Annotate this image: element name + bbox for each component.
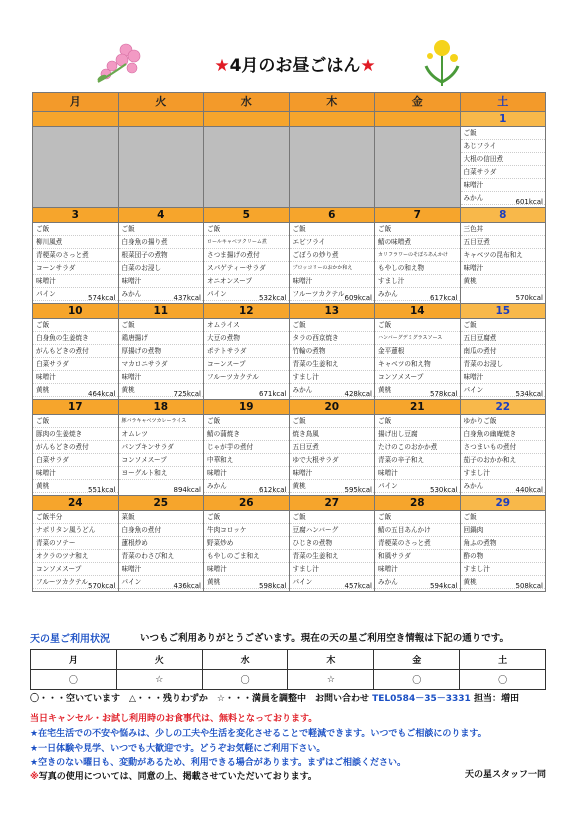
calorie-label: 437kcal [173,294,201,302]
menu-item: すまし汁 [290,563,375,576]
menu-item: 白身魚の揚り煮 [119,236,204,249]
menu-item: たけのこのおかか煮 [375,441,460,454]
title-star-right: ★ [360,56,376,76]
day-number: 14 [375,304,461,319]
menu-item: もやしのごま和え [204,550,289,563]
menu-item: ご飯半分 [33,511,118,524]
menu-item: ひじきの煮物 [290,537,375,550]
menu-item: フルーツカクテル [204,371,289,384]
menu-item: さつまいもの煮付 [461,441,546,454]
menu-item: すまし汁 [461,467,546,480]
menu-item: みかん [375,576,460,589]
availability-mark: 〇 [460,670,546,690]
menu-item: みかん [290,384,375,397]
calorie-label: 725kcal [173,390,201,398]
day-menu-cell [204,223,290,304]
day-menu-cell [289,511,375,592]
legend-text: 〇・・・空いています △・・・残りわずか ☆・・・満員を調整中 お問い合わせ [30,694,369,704]
empty-day-cell [118,127,204,208]
day-number: 8 [460,208,546,223]
menu-item: 味噌汁 [375,563,460,576]
day-number-row [33,400,546,415]
calorie-label: 598kcal [259,582,287,590]
menu-item: 味噌汁 [33,371,118,384]
calorie-label: 428kcal [344,390,372,398]
menu-item: すまし汁 [290,371,375,384]
day-menu-cell [289,415,375,496]
menu-item: もやしの和え物 [375,262,460,275]
menu-item: 中華和え [204,454,289,467]
weekday-fri: 金 [375,93,461,112]
availability-day: 月 [31,650,117,670]
menu-item: パイン [119,576,204,589]
menu-item: オクラのツナ和え [33,550,118,563]
menu-item: 厚揚げの煮物 [119,345,204,358]
weekday-tue: 火 [118,93,204,112]
day-number [289,112,375,127]
calorie-label: 671kcal [259,390,287,398]
menu-item: 黄桃 [119,384,204,397]
weekday-thu: 木 [289,93,375,112]
day-number: 11 [118,304,204,319]
day-menu-cell [118,223,204,304]
menu-item: 鯖の蒲焼き [204,428,289,441]
menu-item: 味噌汁 [461,179,546,192]
phone-number: TEL0584－35－3331 [372,694,471,704]
menu-item: ゆかりご飯 [461,415,546,428]
menu-item: ご飯 [290,223,375,236]
day-number: 13 [289,304,375,319]
menu-item: 白菜サラダ [461,166,546,179]
availability-day: 土 [460,650,546,670]
menu-item: 五目豆腐煮 [461,332,546,345]
menu-item: フルーツカクテル [290,288,375,301]
calorie-label: 551kcal [88,486,116,494]
menu-item: 大根の信田煮 [461,153,546,166]
menu-item: カリフラワーのそぼろあんかけ [375,249,460,262]
menu-item: 味噌汁 [204,563,289,576]
calorie-label: 601kcal [515,198,543,206]
menu-item: 白菜サラダ [33,454,118,467]
menu-item: ご飯 [33,319,118,332]
menu-row [33,223,546,304]
calorie-label: 532kcal [259,294,287,302]
menu-item: パイン [290,576,375,589]
menu-row [33,127,546,208]
menu-row [33,319,546,400]
menu-item: あじフライ [461,140,546,153]
day-number: 24 [33,496,119,511]
menu-item: ご飯 [33,415,118,428]
menu-item: 味噌汁 [119,371,204,384]
menu-item: 牛肉コロッケ [204,524,289,537]
day-menu-cell [375,223,461,304]
menu-item: ご飯 [119,223,204,236]
menu-item: 柳川風煮 [33,236,118,249]
notice-photo-text: 写真の使用については、同意の上、掲載させていただいております。 [38,772,317,782]
menu-item: みかん [461,192,546,205]
notice-photo: ※写真の使用については、同意の上、掲載させていただいております。 [30,772,317,782]
calorie-label: 570kcal [88,582,116,590]
menu-item: 焼き鳥風 [290,428,375,441]
availability-mark: 〇 [202,670,288,690]
menu-item: 黄桃 [33,480,118,493]
day-menu-cell [204,415,290,496]
menu-item: 豚肉の生姜焼き [33,428,118,441]
calorie-label: 609kcal [344,294,372,302]
calorie-label: 894kcal [173,486,201,494]
menu-item: コーンサラダ [33,262,118,275]
menu-item: 茄子のおかか和え [461,454,546,467]
calorie-label: 578kcal [430,390,458,398]
menu-item: みかん [119,288,204,301]
menu-item: パイン [461,384,546,397]
menu-item: 黄桃 [290,480,375,493]
menu-item: 菜飯 [119,511,204,524]
menu-calendar [32,92,546,592]
notice-cancel: 当日キャンセル・お試し利用時のお食事代は、無料となっております。 [30,714,318,724]
menu-item: 和風サラダ [375,550,460,563]
menu-item: ご飯 [375,511,460,524]
day-number: 10 [33,304,119,319]
day-number: 1 [460,112,546,127]
menu-item: 黄桃 [461,576,546,589]
menu-item: ご飯 [204,223,289,236]
menu-item: 酢の物 [461,550,546,563]
menu-item: マカロニサラダ [119,358,204,371]
day-menu-cell [460,127,546,208]
menu-item: みかん [375,288,460,301]
day-number: 21 [375,400,461,415]
day-menu-cell [33,223,119,304]
menu-item: 鶏唐揚げ [119,332,204,345]
day-menu-cell [460,223,546,304]
day-menu-cell [460,319,546,400]
title-star-left: ★ [214,56,230,76]
calorie-label: 574kcal [88,294,116,302]
empty-day-cell [204,127,290,208]
menu-item: 味噌汁 [33,467,118,480]
availability-day: 火 [116,650,202,670]
empty-day-cell [375,127,461,208]
day-number-row [33,304,546,319]
menu-item: 豚バラキャベツカレーライス [119,415,204,428]
menu-item: ご飯 [461,319,546,332]
day-number [33,112,119,127]
day-menu-cell [204,319,290,400]
empty-day-cell [33,127,119,208]
title-text: 4月のお昼ごはん [229,56,361,76]
menu-item: ご飯 [290,415,375,428]
menu-item: ご飯 [461,127,546,140]
menu-item: 青菜の生姜和え [290,550,375,563]
menu-item: ナポリタン風うどん [33,524,118,537]
menu-item: 味噌汁 [33,275,118,288]
availability-table [30,649,546,690]
cherry-blossom-icon [92,38,152,86]
menu-item: 五目豆煮 [290,441,375,454]
day-number: 6 [289,208,375,223]
menu-item: フルーツカクテル [33,576,118,589]
calorie-label: 440kcal [515,486,543,494]
day-number: 7 [375,208,461,223]
day-number: 20 [289,400,375,415]
day-number-row [33,208,546,223]
day-menu-cell [460,415,546,496]
menu-item: スパゲティーサラダ [204,262,289,275]
day-number: 29 [460,496,546,511]
day-menu-cell [118,511,204,592]
menu-item: エビフライ [290,236,375,249]
calorie-label: 457kcal [344,582,372,590]
menu-item: タラの西京焼き [290,332,375,345]
menu-item: 五目豆煮 [461,236,546,249]
weekday-mon: 月 [33,93,119,112]
availability-day: 金 [374,650,460,670]
menu-item: ごぼうの炒り煮 [290,249,375,262]
menu-item: 青菜の生姜和え [290,358,375,371]
calorie-label: 534kcal [515,390,543,398]
menu-item: ご飯 [375,223,460,236]
menu-item: ご飯 [290,319,375,332]
menu-item: 青菜のソテー [33,537,118,550]
menu-item: 大豆の煮物 [204,332,289,345]
menu-item: 白菜サラダ [33,358,118,371]
menu-item: すまし汁 [375,275,460,288]
calorie-label: 530kcal [430,486,458,494]
availability-mark: 〇 [374,670,460,690]
empty-day-cell [289,127,375,208]
menu-item: 黄桃 [33,384,118,397]
menu-item: 豆腐ハンバーグ [290,524,375,537]
day-number [118,112,204,127]
menu-item: 青梗菜のさっと煮 [375,537,460,550]
day-number: 4 [118,208,204,223]
day-menu-cell [375,511,461,592]
menu-item: ゆで大根サラダ [290,454,375,467]
menu-item: 味噌汁 [461,262,546,275]
day-number: 27 [289,496,375,511]
menu-row [33,511,546,592]
menu-item: 角ふの煮物 [461,537,546,550]
menu-item: ご飯 [119,319,204,332]
menu-item: オムレツ [119,428,204,441]
menu-item: がんもどきの煮付 [33,345,118,358]
menu-item: 味噌汁 [290,275,375,288]
menu-item: パイン [204,288,289,301]
menu-item: ポテトサラダ [204,345,289,358]
menu-item: ご飯 [375,415,460,428]
menu-item: 鯖の五目あんかけ [375,524,460,537]
menu-item: 蓮根炒め [119,537,204,550]
menu-item: 味噌汁 [204,467,289,480]
calorie-label: 464kcal [88,390,116,398]
day-number: 22 [460,400,546,415]
day-number [204,112,290,127]
contact-person: 担当：増田 [473,694,519,704]
day-menu-cell [118,415,204,496]
day-number: 28 [375,496,461,511]
weekday-header-row [33,93,546,112]
day-number: 18 [118,400,204,415]
menu-item: ハンバーグデミグラスソース [375,332,460,345]
menu-item: ロールキャベツクリーム煮 [204,236,289,249]
menu-item: パンプキンサラダ [119,441,204,454]
menu-item: 白身魚の生姜焼き [33,332,118,345]
day-number: 12 [204,304,290,319]
day-menu-cell [118,319,204,400]
menu-item: 三色丼 [461,223,546,236]
menu-item: 黄桃 [375,384,460,397]
menu-item: ご飯 [461,511,546,524]
menu-item: 味噌汁 [461,371,546,384]
menu-item: 味噌汁 [119,275,204,288]
menu-item: 回鍋肉 [461,524,546,537]
menu-item: コンソメスープ [119,454,204,467]
weekday-sat: 土 [460,93,546,112]
day-number: 17 [33,400,119,415]
calorie-label: 594kcal [430,582,458,590]
day-number-row [33,112,546,127]
menu-item: 黄桃 [204,576,289,589]
day-number: 26 [204,496,290,511]
day-menu-cell [204,511,290,592]
notice-trial: ★一日体験や見学、いつでも大歓迎です。どうぞお気軽にご利用下さい。 [30,744,326,754]
availability-mark: ☆ [116,670,202,690]
day-number-row [33,496,546,511]
menu-item: 白身魚の煮付 [119,524,204,537]
menu-item: コンソメスープ [33,563,118,576]
menu-item: 白身魚の幽庵焼き [461,428,546,441]
day-menu-cell [289,319,375,400]
availability-legend [30,691,519,704]
calorie-label: 595kcal [344,486,372,494]
day-number: 25 [118,496,204,511]
calorie-label: 570kcal [515,294,543,302]
menu-item: ご飯 [33,223,118,236]
menu-item: コンソメスープ [375,371,460,384]
menu-item: ご飯 [204,415,289,428]
menu-row [33,415,546,496]
menu-item: 野菜炒め [204,537,289,550]
day-menu-cell [33,415,119,496]
menu-item: 鯖の味噌煮 [375,236,460,249]
day-number [375,112,461,127]
day-number: 19 [204,400,290,415]
menu-item: ヨーグルト和え [119,467,204,480]
menu-item: 白菜のお浸し [119,262,204,275]
menu-item: 味噌汁 [375,467,460,480]
menu-item: 青菜の辛子和え [375,454,460,467]
status-title: 天の星ご利用状況 [30,634,110,645]
menu-item: 青菜のわさび和え [119,550,204,563]
menu-item: すまし汁 [461,563,546,576]
notice-availability: ★空きのない曜日も、変動があるため、利用できる場合があります。まずはご相談ください。 [30,758,406,768]
calorie-label: 508kcal [515,582,543,590]
availability-marks-row [31,670,546,690]
day-number: 15 [460,304,546,319]
day-number: 5 [204,208,290,223]
menu-item: オムライス [204,319,289,332]
day-menu-cell [375,415,461,496]
menu-item: パイン [33,288,118,301]
menu-item: 青菜のお浸し [461,358,546,371]
calorie-label: 617kcal [430,294,458,302]
menu-item: 黄桃 [461,275,546,288]
menu-item: オニオンスープ [204,275,289,288]
day-menu-cell [460,511,546,592]
menu-item: コーンスープ [204,358,289,371]
staff-signature: 天の星スタッフ一同 [464,770,546,780]
menu-item: みかん [204,480,289,493]
day-menu-cell [375,319,461,400]
menu-item: キャベツの和え物 [375,358,460,371]
menu-item: みかん [461,480,546,493]
day-menu-cell [33,511,119,592]
menu-item: ご飯 [375,319,460,332]
menu-item: じゃが芋の煮付 [204,441,289,454]
calendar-body [33,112,546,592]
menu-item: キャベツの昆布和え [461,249,546,262]
menu-item: がんもどきの煮付 [33,441,118,454]
availability-day: 水 [202,650,288,670]
menu-item: 味噌汁 [119,563,204,576]
day-menu-cell [33,319,119,400]
menu-item: ご飯 [204,511,289,524]
availability-mark: 〇 [31,670,117,690]
menu-item: 味噌汁 [290,467,375,480]
menu-item: さつま揚げの煮付 [204,249,289,262]
availability-days-row [31,650,546,670]
menu-item: 竹輪の煮物 [290,345,375,358]
availability-mark: ☆ [288,670,374,690]
menu-item: パイン [375,480,460,493]
calorie-label: 612kcal [259,486,287,494]
availability-day: 木 [288,650,374,670]
menu-item: 南瓜の煮付 [461,345,546,358]
menu-item: 根菜団子の煮物 [119,249,204,262]
menu-item: 青梗菜のさっと煮 [33,249,118,262]
menu-item: 揚げ出し豆腐 [375,428,460,441]
status-message: いつもご利用ありがとうございます。現在の天の星ご利用空き情報は下記の通りです。 [140,633,509,644]
weekday-wed: 水 [204,93,290,112]
calorie-label: 436kcal [173,582,201,590]
menu-item: 金平蓮根 [375,345,460,358]
notice-consult: ★在宅生活での不安や悩みは、少しの工夫や生活を変化させることで軽減できます。いつでもご相談にのります。 [30,729,487,739]
menu-item: ブロッコリーのおかか和え [290,262,375,275]
day-menu-cell [289,223,375,304]
day-number: 3 [33,208,119,223]
menu-item: ご飯 [290,511,375,524]
page-title [150,48,440,84]
